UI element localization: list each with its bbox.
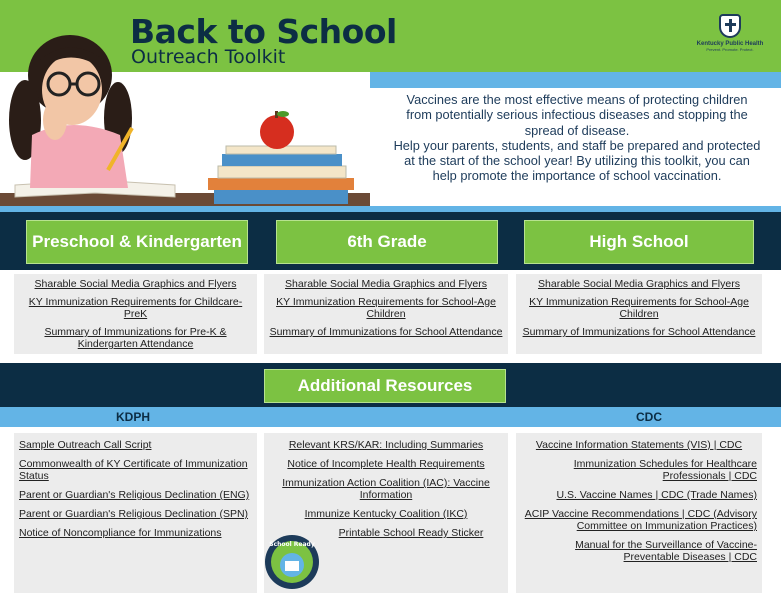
intro-paragraph-2: Help your parents, students, and staff be prepared and protected at the start of the school year! By utilizing this toolkit, you can help promote the importance of school vaccination.: [393, 137, 761, 184]
intro-paragraph-1: Vaccines are the most effective means of protecting children from potentially serious infectious diseases and stopping the spread of disease.: [406, 92, 748, 138]
kdph-link-noncompliance[interactable]: Notice of Noncompliance for Immunizations: [19, 527, 222, 539]
kdph-link-religious-declination-spn[interactable]: Parent or Guardian's Religious Declination (SPN): [19, 508, 249, 520]
sixth-grade-link-social-graphics[interactable]: Sharable Social Media Graphics and Flyers: [285, 278, 487, 290]
cdc-link-vaccine-names[interactable]: U.S. Vaccine Names | CDC (Trade Names): [556, 489, 757, 501]
school-ready-sticker-badge: [264, 534, 320, 590]
preschool-link-social-graphics[interactable]: Sharable Social Media Graphics and Flyers: [34, 278, 237, 290]
logo-tagline: Prevent. Promote. Protect.: [706, 47, 754, 52]
cdc-link-surveillance-manual[interactable]: Manual for the Surveillance of Vaccine-Preventable Diseases | CDC: [575, 539, 757, 563]
link-ikc[interactable]: Immunize Kentucky Coalition (IKC): [304, 508, 468, 520]
link-school-ready-sticker[interactable]: Printable School Ready Sticker: [338, 527, 484, 539]
cdc-link-acip[interactable]: ACIP Vaccine Recommendations | CDC (Advisory Committee on Immunization Practices): [524, 508, 757, 532]
link-iac-vaccine-info[interactable]: Immunization Action Coalition (IAC): Vaccine Information: [282, 477, 490, 501]
link-incomplete-health-requirements[interactable]: Notice of Incomplete Health Requirements: [287, 458, 485, 470]
sixth-grade-link-summary[interactable]: Summary of Immunizations for School Attendance: [269, 326, 503, 338]
preschool-link-requirements[interactable]: KY Immunization Requirements for Childcare-PreK: [28, 296, 243, 320]
sixth-grade-links-box: [264, 274, 508, 354]
kentucky-public-health-logo: [690, 14, 770, 64]
sixth-grade-button[interactable]: 6th Grade: [276, 220, 498, 264]
page-title: Back to School: [130, 12, 397, 51]
kdph-link-certificate[interactable]: Commonwealth of KY Certificate of Immunization Status: [19, 458, 248, 482]
kdph-heading: KDPH: [116, 410, 151, 424]
logo-text: Kentucky Public Health: [696, 41, 764, 47]
sticker-text: School Ready: [269, 541, 315, 548]
intro-text: [392, 92, 762, 184]
high-school-link-requirements[interactable]: KY Immunization Requirements for School-Age Children: [529, 296, 749, 320]
kdph-resources-box: [14, 433, 257, 593]
preschool-link-summary[interactable]: Summary of Immunizations for Pre-K & Kindergarten Attendance: [44, 326, 227, 350]
sixth-grade-link-requirements[interactable]: KY Immunization Requirements for School-Age Children: [276, 296, 496, 320]
cdc-resources-box: [516, 433, 762, 593]
high-school-link-social-graphics[interactable]: Sharable Social Media Graphics and Flyers: [538, 278, 740, 290]
shield-cross-icon: [719, 14, 741, 38]
high-school-link-summary[interactable]: Summary of Immunizations for School Attendance: [522, 326, 756, 338]
kdph-link-call-script[interactable]: Sample Outreach Call Script: [19, 439, 152, 451]
cdc-link-immunization-schedules[interactable]: Immunization Schedules for Healthcare Professionals | CDC: [573, 458, 757, 482]
high-school-button[interactable]: High School: [524, 220, 754, 264]
cdc-heading: CDC: [636, 410, 662, 424]
page-subtitle: Outreach Toolkit: [131, 46, 286, 68]
cdc-link-vis[interactable]: Vaccine Information Statements (VIS) | CDC: [535, 439, 743, 451]
kdph-link-religious-declination-eng[interactable]: Parent or Guardian's Religious Declination (ENG): [19, 489, 250, 501]
additional-resources-heading: Additional Resources: [264, 369, 506, 403]
high-school-links-box: [516, 274, 762, 354]
preschool-links-box: [14, 274, 257, 354]
link-krs-kar[interactable]: Relevant KRS/KAR: Including Summaries: [288, 439, 484, 451]
preschool-kindergarten-button[interactable]: Preschool & Kindergarten: [26, 220, 248, 264]
